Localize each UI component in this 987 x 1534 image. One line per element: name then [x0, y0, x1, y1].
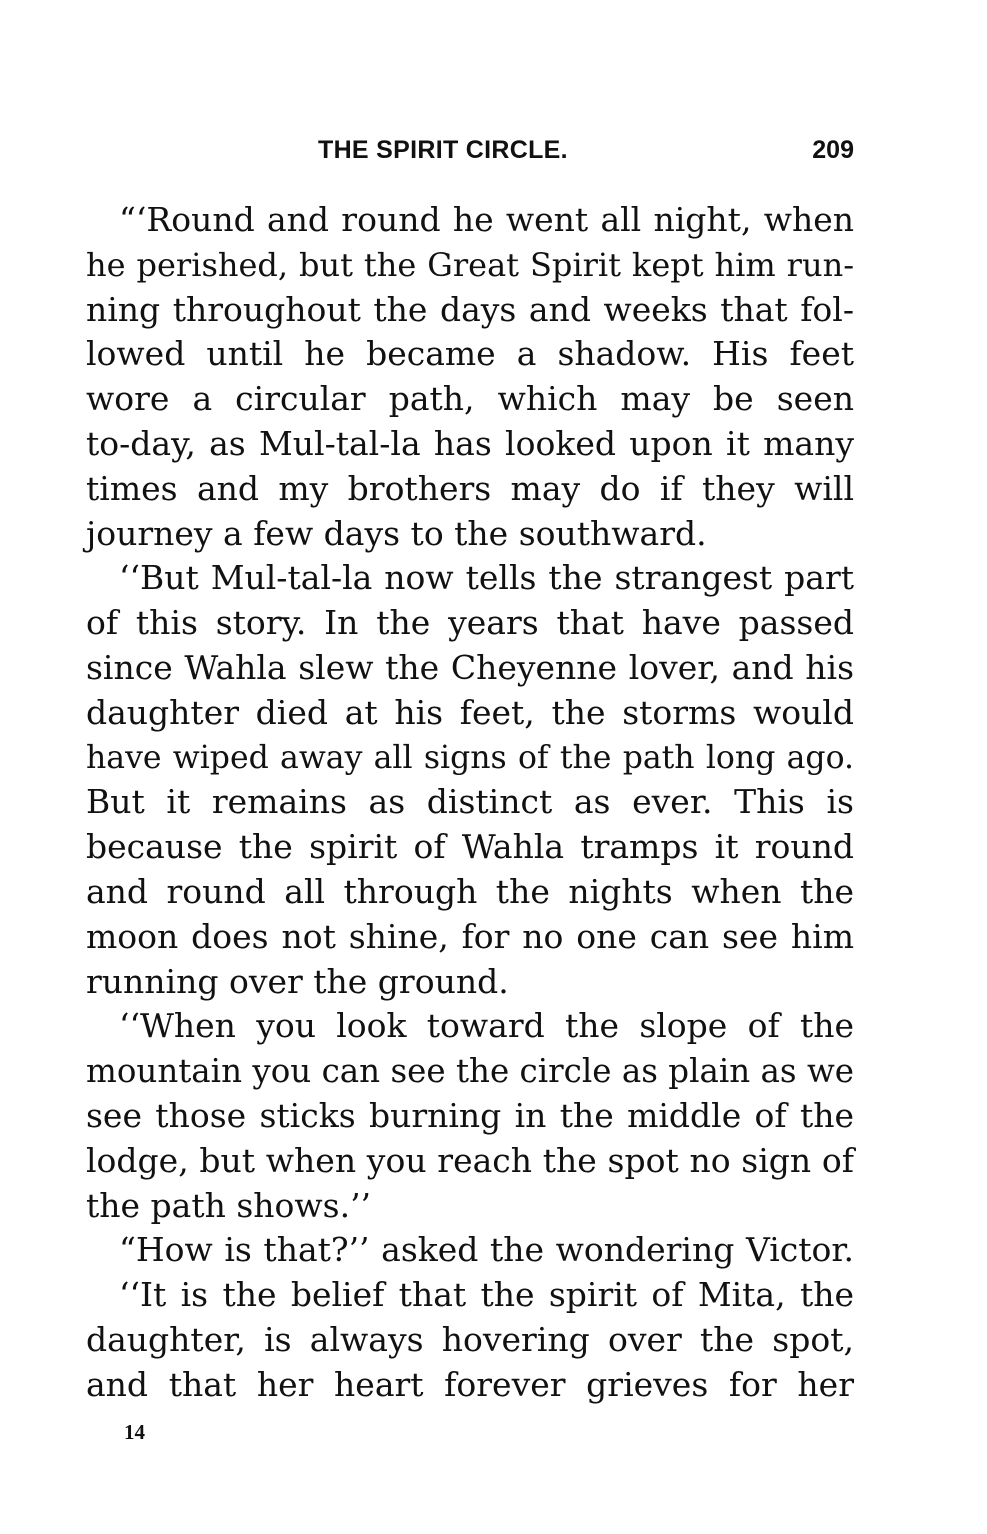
text-line: lowed until he became a shadow. His feet	[86, 334, 854, 374]
text-line: “How is that?’’ asked the wondering Victor.	[119, 1230, 854, 1270]
body-text	[86, 198, 854, 1408]
text-line: see those sticks burning in the middle of the	[86, 1095, 854, 1135]
text-line: daughter, is always hovering over the spot,	[86, 1319, 854, 1359]
text-line: and round all through the nights when the	[86, 871, 854, 911]
text-line: running over the ground.	[86, 961, 509, 1001]
text-line: daughter died at his feet, the storms would	[86, 692, 854, 732]
text-line: lodge, but when you reach the spot no sign of	[86, 1140, 854, 1180]
text-line: moon does not shine, for no one can see him	[86, 916, 854, 956]
text-line: have wiped away all signs of the path long ago.	[86, 739, 854, 776]
text-line: ‘‘When you look toward the slope of the	[119, 1006, 854, 1046]
text-line: because the spirit of Wahla tramps it round	[86, 827, 854, 867]
text-line: But it remains as distinct as ever. This is	[86, 782, 854, 822]
running-title: THE SPIRIT CIRCLE.	[318, 136, 568, 164]
text-line: ‘‘But Mul-tal-la now tells the strangest part	[119, 558, 854, 598]
text-line: of this story. In the years that have passed	[86, 603, 854, 643]
text-line: times and my brothers may do if they will	[86, 468, 854, 508]
page-number: 209	[812, 136, 854, 164]
text-line: the path shows.’’	[86, 1185, 372, 1225]
signature-mark: 14	[124, 1420, 145, 1444]
running-header	[86, 136, 854, 170]
text-line: journey a few days to the southward.	[86, 513, 707, 553]
text-line: and that her heart forever grieves for her	[86, 1364, 854, 1404]
text-line: ning throughout the days and weeks that fol-	[86, 289, 854, 329]
text-line: since Wahla slew the Cheyenne lover, and his	[86, 647, 854, 687]
text-line: ‘‘It is the belief that the spirit of Mita, the	[119, 1275, 854, 1315]
text-line: mountain you can see the circle as plain as we	[86, 1052, 854, 1091]
text-line: he perished, but the Great Spirit kept him run-	[86, 245, 854, 284]
text-line: to-day, as Mul-tal-la has looked upon it many	[86, 423, 854, 463]
text-line: “‘Round and round he went all night, when	[119, 200, 854, 239]
text-line: wore a circular path, which may be seen	[86, 379, 854, 419]
